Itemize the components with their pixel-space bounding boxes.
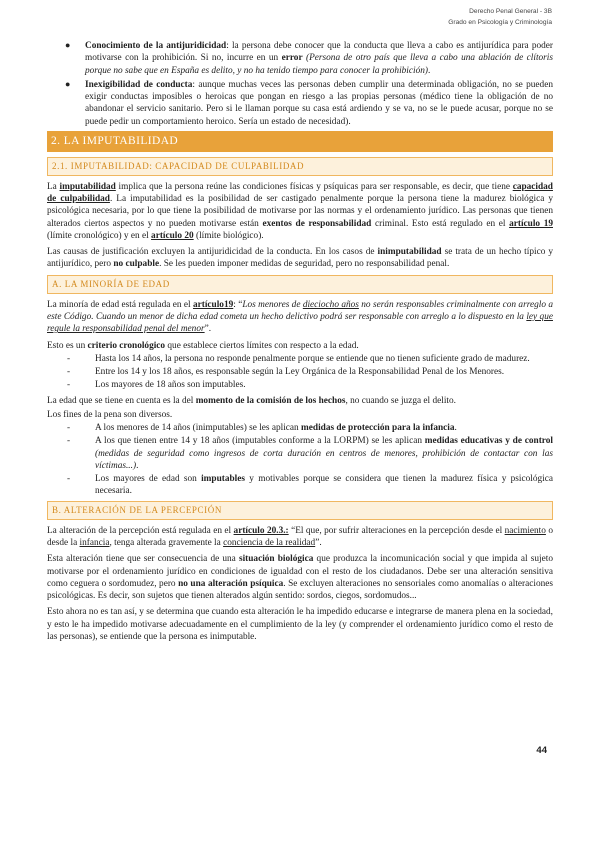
- dash-icon: -: [67, 380, 71, 391]
- dash-item: - Entre los 14 y los 18 años, es responsable según la Ley Orgánica de la Responsabilidad Penal de los Menores.: [67, 367, 505, 378]
- dash-item: - A los que tienen entre 14 y 18 años (imputables conforme a la LORPM) se les aplican medidas educativas y de control (medidas de seguridad como ingresos de corta duración en centros de menores, prohibición de contactar con las víctimas...).: [67, 436, 553, 471]
- dash-icon: -: [67, 367, 71, 378]
- dash-item: - A los menores de 14 años (inimputables) se les aplican medidas de protección para la infancia.: [67, 423, 457, 434]
- page-content: [47, 40, 553, 647]
- paragraph-criterio-cronologico: Esto es un criterio cronológico que establece ciertos límites con respecto a la edad.: [47, 340, 359, 351]
- subsection-heading-capacidad: 2.1. IMPUTABILIDAD: CAPACIDAD DE CULPABILIDAD: [47, 157, 553, 176]
- dash-icon: -: [67, 474, 71, 485]
- dash-icon: -: [67, 436, 71, 447]
- bullet-inexigibilidad: ● Inexigibilidad de conducta: aunque muchas veces las personas deben cumplir una determinada obligación, no se pueden exigir conductas imposibles o heroicas que pongan en riesgo a las propias personas (médico tiene la obligación de no abandonar el servicio sanitario. Pero si le llaman porque su casa está ardiendo y se va, no se le puede acusar, porque no se puede pedir un comportamiento heroico. Sería un estado de necesidad).: [65, 78, 553, 127]
- paragraph-momento-comision: La edad que se tiene en cuenta es la del momento de la comisión de los hechos, no cuando se juzga el delito.: [47, 395, 456, 406]
- page-number: 44: [536, 745, 547, 756]
- bullet-dot-icon: ●: [65, 78, 71, 89]
- paragraph-articulo-20-3: La alteración de la percepción está regulada en el artículo 20.3.: “El que, por sufrir alteraciones en la percepción desde el nacimiento o desde la infancia, tenga alterada gravemente la conciencia de la realidad”.: [47, 525, 554, 548]
- page-header: [448, 6, 552, 28]
- paragraph-fines-pena: Los fines de la pena son diversos.: [47, 409, 173, 420]
- paragraph-inimputabilidad: Las causas de justificación excluyen la antijuridicidad de la conducta. En los casos de inimputabilidad se trata de un hecho típico y antijurídico, pero no culpable. Se les pueden imponer medidas de seguridad, pero no responsabilidad penal.: [47, 247, 553, 270]
- dash-icon: -: [67, 353, 71, 364]
- paragraph-articulo-19: La minoría de edad está regulada en el artículo19: “Los menores de dieciocho años no serán responsables criminalmente con arreglo a este Código. Cuando un menor de dicha edad cometa un hecho delictivo podrá ser responsable con arreglo a lo dispuesto en la ley que regule la responsabilidad penal del menor”.: [47, 299, 553, 335]
- bullet-antijuridicidad: ● Conocimiento de la antijuridicidad: la persona debe conocer que la conducta que lleva a cabo es antijurídica para poder motivarse con la prohibición. Si no, incurre en un error (Persona de otro país que lleva a cabo una ablación de clítoris porque no sabe que en España es delito, y no ha tenido tiempo para conocer la prohibición).: [65, 40, 554, 76]
- dash-item: - Los mayores de 18 años son imputables.: [67, 380, 246, 391]
- dash-icon: -: [67, 423, 71, 434]
- section-heading-imputabilidad: 2. LA IMPUTABILIDAD: [47, 131, 553, 152]
- header-degree: Grado en Psicología y Criminología: [448, 19, 552, 26]
- dash-item: - Hasta los 14 años, la persona no responde penalmente porque se entiende que no tienen suficiente grado de madurez.: [67, 353, 530, 364]
- paragraph-inimputable: Esto ahora no es tan así, y se determina que cuando esta alteración le ha impedido educarse e integrarse de manera plena en la sociedad, y esto le ha impedido motivarse adecuadamente en el cumplimiento de la ley (y comprender el ordenamiento jurídico como el resto de las personas), se entiende que la persona es inimputable.: [47, 607, 553, 642]
- subsection-heading-minoria-edad: A. LA MINORÍA DE EDAD: [47, 275, 553, 294]
- bullet-dot-icon: ●: [65, 40, 71, 50]
- subsection-heading-alteracion-percepcion: B. ALTERACIÓN DE LA PERCEPCIÓN: [47, 501, 553, 520]
- paragraph-situacion-biologica: Esta alteración tiene que ser consecuencia de una situación biológica que produzca la incomunicación social y que impida al sujeto motivarse por el ordenamiento jurídico en condiciones de igualdad con el resto de los ciudadanos. Debe ser una alteración sensitiva como ceguera o sordomudez, pero no una alteración psíquica. Se excluyen alteraciones no sensoriales como anomalías o alteraciones psicológicas. Es decir, son sujetos que tienen alterados algún sentido: sordos, ciegos, sordomudos...: [47, 554, 554, 602]
- dash-item: - Los mayores de edad son imputables y motivables porque se considera que tienen la madurez física y psicológica necesaria.: [67, 474, 553, 497]
- header-course: Derecho Penal General - 3B: [469, 8, 552, 15]
- paragraph-imputabilidad: La imputabilidad implica que la persona reúne las condiciones físicas y psíquicas para ser responsable, es decir, que tiene capacidad de culpabilidad. La imputabilidad es la posibilidad de ser castigado penalmente porque la persona tiene la madurez biológica y psicológica necesaria, por lo que tiene la posibilidad de motivarse por las normas y el ordenamiento jurídico. Las personas que tienen alterados ciertos aspectos y no pueden motivarse están exentos de responsabilidad criminal. Esto está regulado en el artículo 19 (límite cronológico) y en el artículo 20 (límite biológico).: [47, 181, 553, 241]
